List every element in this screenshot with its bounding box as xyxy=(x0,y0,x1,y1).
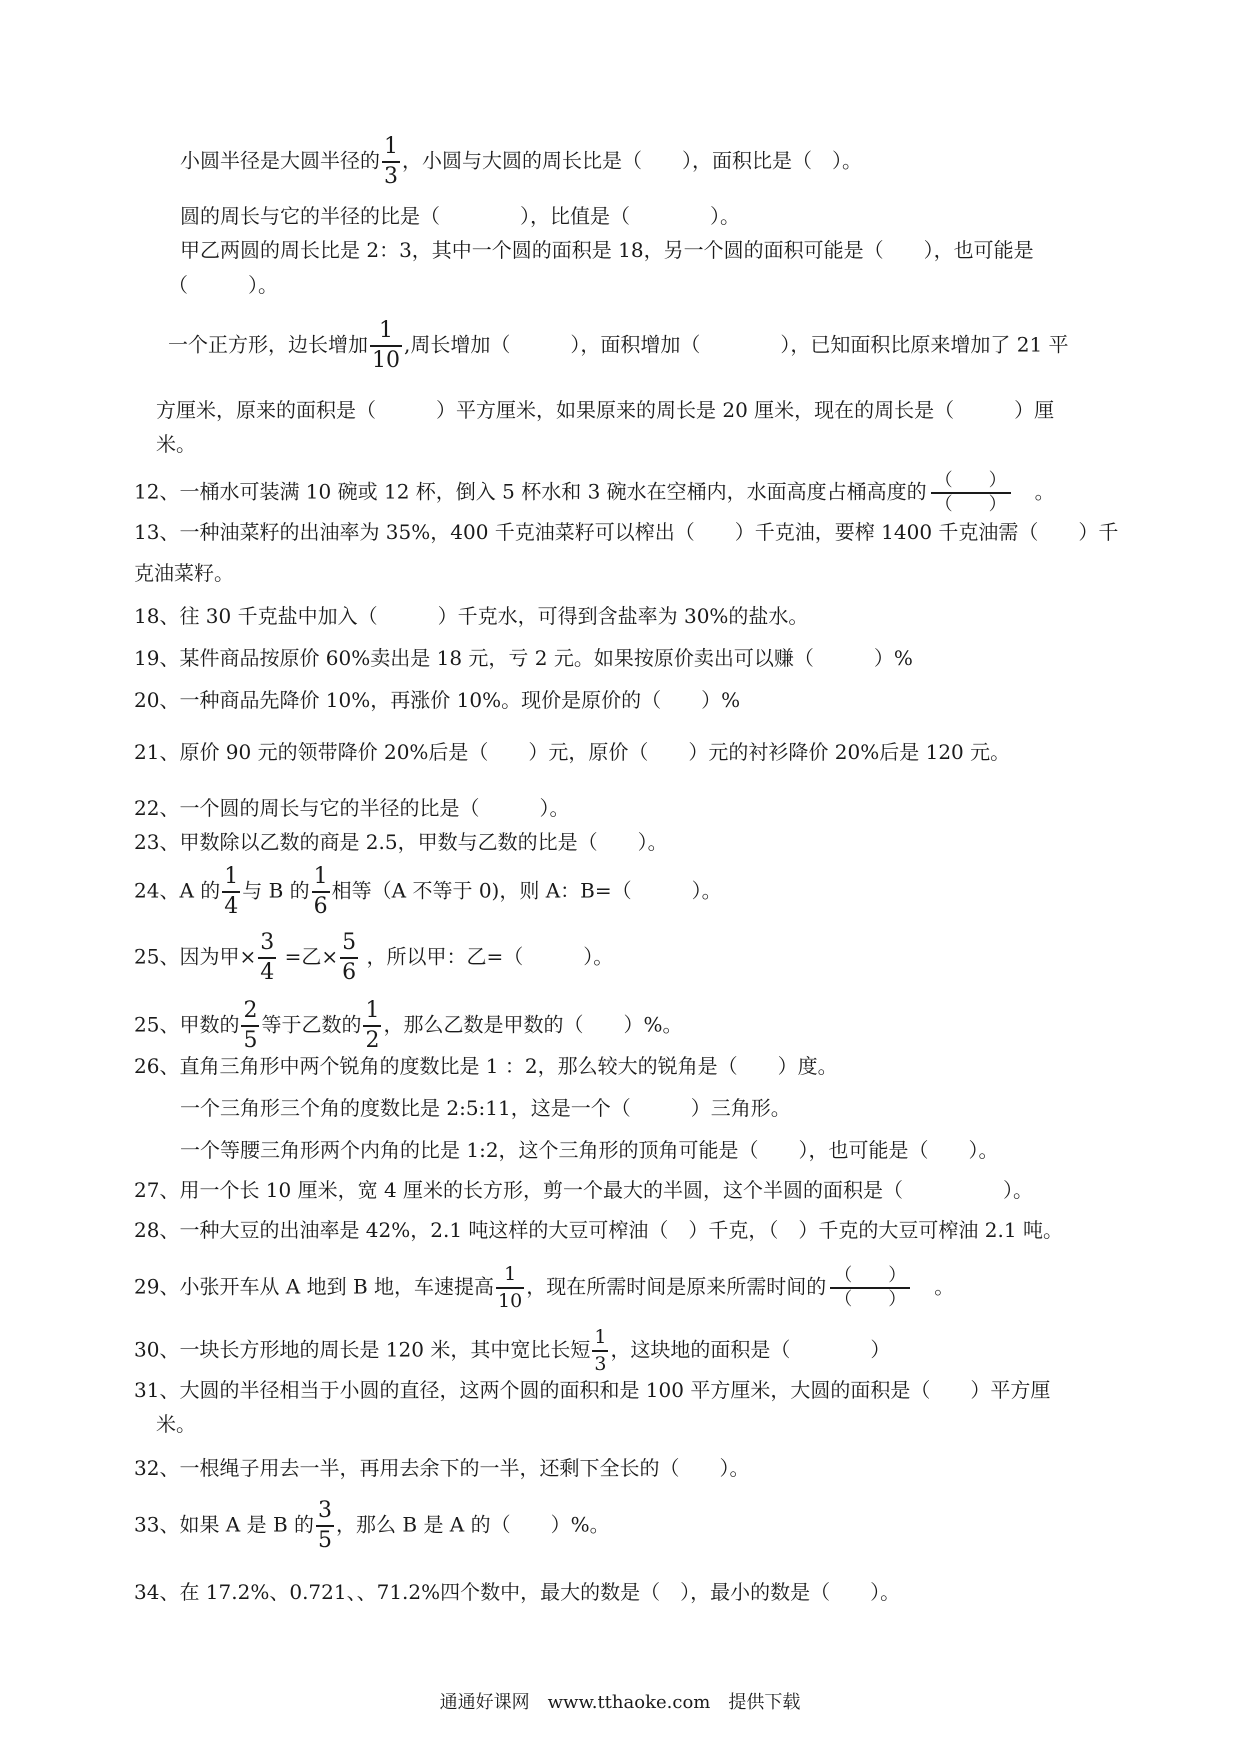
text: 12、一桶水可装满 10 碗或 12 杯，倒入 5 杯水和 3 碗水在空桶内，水面高度占桶高度的 xyxy=(134,479,927,504)
problem-20: 20、一种商品先降价 10%，再涨价 10%。现价是原价的（ ）% xyxy=(134,688,741,712)
denominator: 4 xyxy=(258,957,276,984)
problem-two-circles-line2: （ ）。 xyxy=(168,273,278,297)
text: ，所以甲：乙=（ ）。 xyxy=(360,944,614,969)
numerator: 1 xyxy=(594,1326,607,1348)
numerator: 1 xyxy=(224,864,239,889)
denominator: 3 xyxy=(382,161,400,188)
fraction xyxy=(363,1000,381,1052)
problem-23: 23、甲数除以乙数的商是 2.5，甲数与乙数的比是（ ）。 xyxy=(134,830,668,854)
text: 相等（A 不等于 0)，则 A：B=（ ）。 xyxy=(331,878,722,903)
problem-square-line2: 方厘米，原来的面积是（ ）平方厘米，如果原来的周长是 20 厘米，现在的周长是（ ）厘 xyxy=(156,398,1055,422)
blank-fraction xyxy=(931,472,1011,514)
problem-27: 27、用一个长 10 厘米，宽 4 厘米的长方形，剪一个最大的半圆，这个半圆的面积是（ ）。 xyxy=(134,1178,1034,1202)
numerator: 1 xyxy=(365,998,380,1023)
problem-24 xyxy=(134,866,722,918)
text: 与 B 的 xyxy=(242,878,310,903)
fraction xyxy=(496,1265,524,1311)
problem-square-line3: 米。 xyxy=(156,432,196,456)
denominator: 10 xyxy=(496,1287,524,1311)
text: ，现在所需时间是原来所需时间的 xyxy=(526,1274,827,1299)
fraction xyxy=(370,320,402,372)
numerator: 1 xyxy=(504,1263,517,1285)
problem-25-a xyxy=(134,932,613,984)
denominator: 10 xyxy=(370,345,402,372)
fraction xyxy=(592,1328,608,1374)
problem-19: 19、某件商品按原价 60%卖出是 18 元，亏 2 元。如果按原价卖出可以赚（ ）% xyxy=(134,646,913,670)
problem-33 xyxy=(134,1500,610,1552)
problem-31-line2: 米。 xyxy=(156,1412,196,1436)
problem-28: 28、一种大豆的出油率是 42%，2.1 吨这样的大豆可榨油（ ）千克，（ ）千克的大豆可榨油 2.1 吨。 xyxy=(134,1218,1063,1242)
text: ,周长增加（ ），面积增加（ ），已知面积比原来增加了 21 平 xyxy=(404,332,1069,357)
numerator: （ ） xyxy=(934,470,1007,491)
denominator: 2 xyxy=(363,1025,381,1052)
denominator: 3 xyxy=(592,1350,608,1374)
text: ，那么乙数是甲数的（ ）%。 xyxy=(383,1012,683,1037)
fraction xyxy=(312,866,330,918)
problem-32: 32、一根绳子用去一半，再用去余下的一半，还剩下全长的（ ）。 xyxy=(134,1456,750,1480)
denominator: 6 xyxy=(340,957,358,984)
fraction xyxy=(340,932,358,984)
problem-square-side-increase xyxy=(168,320,1069,372)
numerator: 1 xyxy=(384,134,398,159)
numerator: 2 xyxy=(243,998,258,1023)
numerator: （ ） xyxy=(834,1265,907,1286)
numerator: 3 xyxy=(318,1498,333,1523)
problem-26-c: 一个等腰三角形两个内角的比是 1:2，这个三角形的顶角可能是（ ），也可能是（ ）。 xyxy=(180,1138,999,1162)
text: 25、甲数的 xyxy=(134,1012,240,1037)
text: ，小圆与大圆的周长比是（ ），面积比是（ ）。 xyxy=(402,148,862,173)
problem-13-line2: 克油菜籽。 xyxy=(134,561,234,585)
numerator: 5 xyxy=(342,930,357,955)
problem-18: 18、往 30 千克盐中加入（ ）千克水，可得到含盐率为 30%的盐水。 xyxy=(134,604,809,628)
denominator: 4 xyxy=(222,891,240,918)
problem-12 xyxy=(134,472,1055,514)
problem-21: 21、原价 90 元的领带降价 20%后是（ ）元，原价（ ）元的衬衫降价 20%后是 120 元。 xyxy=(134,740,1011,764)
fraction xyxy=(222,866,240,918)
problem-30 xyxy=(134,1328,890,1374)
text: 33、如果 A 是 B 的 xyxy=(134,1512,315,1537)
problem-two-circles-line1: 甲乙两圆的周长比是 2：3，其中一个圆的面积是 18，另一个圆的面积可能是（ ），也可能是 xyxy=(180,238,1034,262)
denominator: 5 xyxy=(241,1025,259,1052)
text: 等于乙数的 xyxy=(261,1012,362,1037)
problem-26: 26、直角三角形中两个锐角的度数比是 1 ：2，那么较大的锐角是（ ）度。 xyxy=(134,1054,838,1078)
problem-31-line1: 31、大圆的半径相当于小圆的直径，这两个圆的面积和是 100 平方厘米，大圆的面积是（ ）平方厘 xyxy=(134,1378,1051,1402)
text: 一个正方形，边长增加 xyxy=(168,332,368,357)
problem-circle-perimeter-radius: 圆的周长与它的半径的比是（ ），比值是（ ）。 xyxy=(180,204,740,228)
text: 25、因为甲× xyxy=(134,944,257,969)
numerator: 1 xyxy=(313,864,328,889)
text: 24、A 的 xyxy=(134,878,221,903)
text: 小圆半径是大圆半径的 xyxy=(180,148,380,173)
text: ，这块地的面积是（ ） xyxy=(610,1337,891,1362)
fraction xyxy=(316,1500,334,1552)
page-footer: 通通好课网 www.tthaoke.com 提供下载 xyxy=(439,1692,801,1713)
problem-circle-radius-ratio xyxy=(180,136,862,188)
text: ，那么 B 是 A 的（ ）%。 xyxy=(336,1512,610,1537)
text: 。 xyxy=(1014,479,1055,504)
problem-34: 34、在 17.2%、0.721、、71.2%四个数中，最大的数是（ ），最小的数是（ ）。 xyxy=(134,1580,901,1604)
text: 30、一块长方形地的周长是 120 米，其中宽比长短 xyxy=(134,1337,591,1362)
problem-22: 22、一个圆的周长与它的半径的比是（ ）。 xyxy=(134,796,570,820)
denominator: （ ） xyxy=(931,492,1011,514)
denominator: 5 xyxy=(316,1525,334,1552)
denominator: 6 xyxy=(312,891,330,918)
text: 29、小张开车从 A 地到 B 地，车速提高 xyxy=(134,1274,495,1299)
problem-13-line1: 13、一种油菜籽的出油率为 35%，400 千克油菜籽可以榨出（ ）千克油，要榨 1400 千克油需（ ）千 xyxy=(134,520,1119,544)
text: =乙× xyxy=(278,944,339,969)
blank-fraction xyxy=(830,1267,910,1309)
numerator: 3 xyxy=(260,930,275,955)
numerator: 1 xyxy=(379,318,393,343)
denominator: （ ） xyxy=(830,1287,910,1309)
fraction xyxy=(382,136,400,188)
problem-26-b: 一个三角形三个角的度数比是 2:5:11，这是一个（ ）三角形。 xyxy=(180,1096,791,1120)
text: 。 xyxy=(914,1274,955,1299)
problem-29 xyxy=(134,1265,954,1311)
problem-25-b xyxy=(134,1000,682,1052)
fraction xyxy=(241,1000,259,1052)
fraction xyxy=(258,932,276,984)
